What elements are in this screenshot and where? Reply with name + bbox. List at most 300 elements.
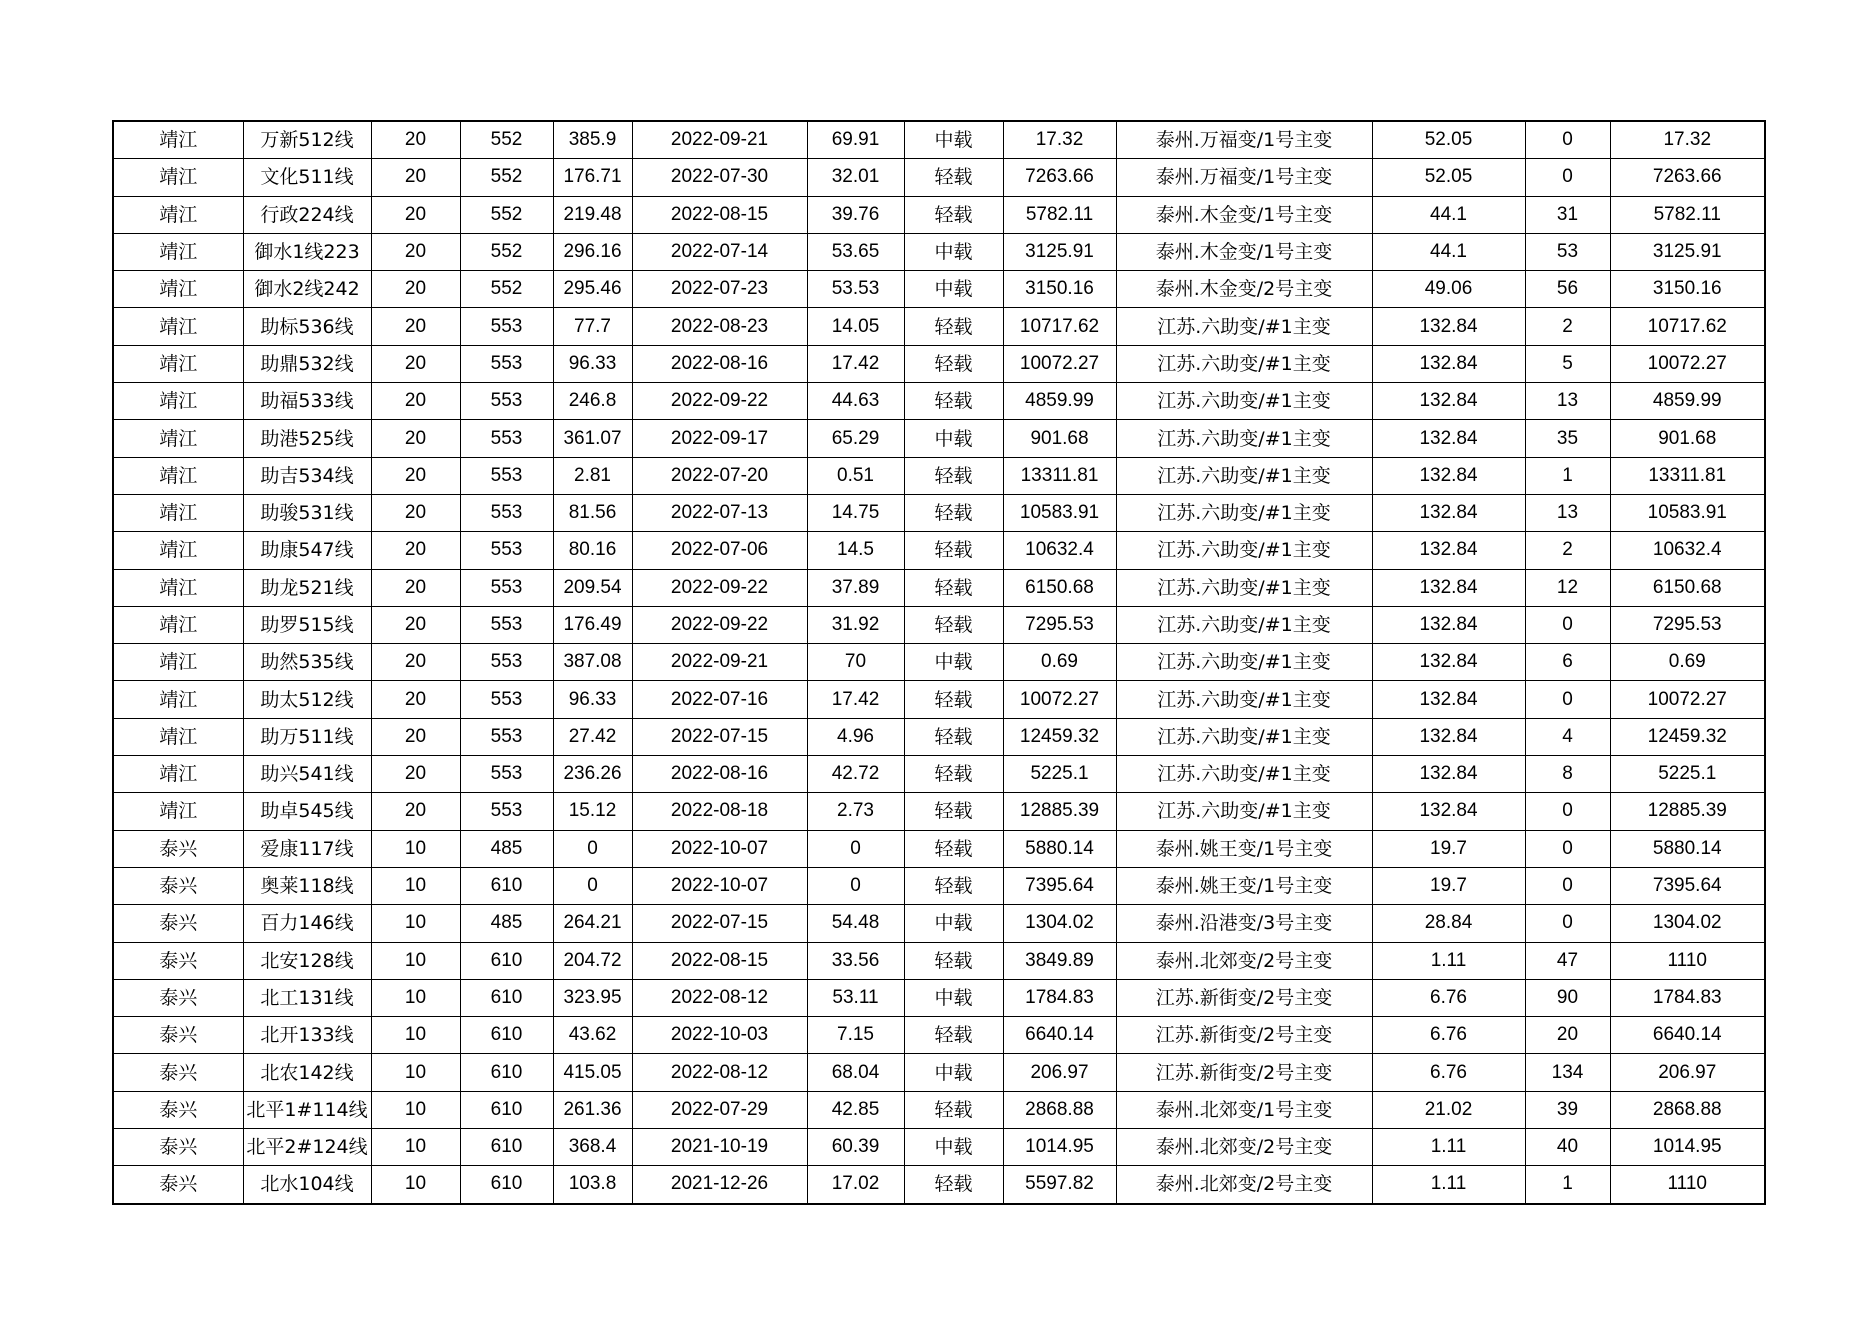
available-capacity-cell: 206.97 xyxy=(1003,1054,1116,1091)
transformer-margin-cell: 132.84 xyxy=(1372,569,1525,606)
available-capacity-cell: 10717.62 xyxy=(1003,308,1116,345)
voltage-cell: 20 xyxy=(371,569,460,606)
count-cell: 1 xyxy=(1525,1166,1610,1204)
count-cell: 40 xyxy=(1525,1129,1610,1166)
region-cell: 泰兴 xyxy=(113,1129,243,1166)
region-cell: 靖江 xyxy=(113,159,243,196)
transformer-cell: 江苏.六助变/#1主变 xyxy=(1116,494,1372,531)
transformer-margin-cell: 1.11 xyxy=(1372,942,1525,979)
date-cell: 2022-07-20 xyxy=(632,457,807,494)
table-row xyxy=(113,1017,1765,1054)
line-name-cell: 助标536线 xyxy=(243,308,371,345)
load-rate-cell: 31.92 xyxy=(807,606,904,643)
capacity-cell: 553 xyxy=(460,681,553,718)
load-status-cell: 轻载 xyxy=(904,1017,1003,1054)
transformer-margin-cell: 6.76 xyxy=(1372,1017,1525,1054)
capacity-cell: 610 xyxy=(460,979,553,1016)
line-name-cell: 助太512线 xyxy=(243,681,371,718)
load-status-cell: 轻载 xyxy=(904,1091,1003,1128)
final-capacity-cell: 12885.39 xyxy=(1610,793,1765,830)
count-cell: 56 xyxy=(1525,271,1610,308)
max-load-cell: 27.42 xyxy=(553,718,632,755)
capacity-cell: 553 xyxy=(460,644,553,681)
region-cell: 靖江 xyxy=(113,457,243,494)
line-name-cell: 助鼎532线 xyxy=(243,345,371,382)
line-name-cell: 助万511线 xyxy=(243,718,371,755)
final-capacity-cell: 901.68 xyxy=(1610,420,1765,457)
available-capacity-cell: 6640.14 xyxy=(1003,1017,1116,1054)
available-capacity-cell: 4859.99 xyxy=(1003,383,1116,420)
voltage-cell: 10 xyxy=(371,830,460,867)
load-status-cell: 中载 xyxy=(904,233,1003,270)
date-cell: 2022-08-12 xyxy=(632,1054,807,1091)
count-cell: 90 xyxy=(1525,979,1610,1016)
load-rate-cell: 0 xyxy=(807,867,904,904)
table-row xyxy=(113,121,1765,159)
available-capacity-cell: 5782.11 xyxy=(1003,196,1116,233)
table-row xyxy=(113,606,1765,643)
line-name-cell: 万新512线 xyxy=(243,121,371,159)
load-rate-cell: 53.11 xyxy=(807,979,904,1016)
load-rate-cell: 4.96 xyxy=(807,718,904,755)
region-cell: 靖江 xyxy=(113,681,243,718)
region-cell: 靖江 xyxy=(113,756,243,793)
load-status-cell: 轻载 xyxy=(904,532,1003,569)
final-capacity-cell: 13311.81 xyxy=(1610,457,1765,494)
max-load-cell: 387.08 xyxy=(553,644,632,681)
max-load-cell: 236.26 xyxy=(553,756,632,793)
line-name-cell: 助吉534线 xyxy=(243,457,371,494)
date-cell: 2021-10-19 xyxy=(632,1129,807,1166)
table-row xyxy=(113,1054,1765,1091)
transformer-margin-cell: 52.05 xyxy=(1372,121,1525,159)
available-capacity-cell: 3125.91 xyxy=(1003,233,1116,270)
final-capacity-cell: 10632.4 xyxy=(1610,532,1765,569)
final-capacity-cell: 1014.95 xyxy=(1610,1129,1765,1166)
max-load-cell: 103.8 xyxy=(553,1166,632,1204)
capacity-cell: 610 xyxy=(460,942,553,979)
voltage-cell: 10 xyxy=(371,942,460,979)
count-cell: 13 xyxy=(1525,494,1610,531)
capacity-cell: 552 xyxy=(460,196,553,233)
region-cell: 靖江 xyxy=(113,718,243,755)
voltage-cell: 10 xyxy=(371,1091,460,1128)
load-rate-cell: 14.75 xyxy=(807,494,904,531)
transformer-cell: 江苏.六助变/#1主变 xyxy=(1116,681,1372,718)
max-load-cell: 204.72 xyxy=(553,942,632,979)
transformer-cell: 泰州.万福变/1号主变 xyxy=(1116,159,1372,196)
voltage-cell: 20 xyxy=(371,308,460,345)
load-status-cell: 轻载 xyxy=(904,457,1003,494)
capacity-cell: 553 xyxy=(460,606,553,643)
max-load-cell: 176.49 xyxy=(553,606,632,643)
count-cell: 0 xyxy=(1525,681,1610,718)
transformer-margin-cell: 52.05 xyxy=(1372,159,1525,196)
count-cell: 2 xyxy=(1525,308,1610,345)
available-capacity-cell: 13311.81 xyxy=(1003,457,1116,494)
voltage-cell: 20 xyxy=(371,345,460,382)
date-cell: 2022-08-23 xyxy=(632,308,807,345)
transformer-margin-cell: 132.84 xyxy=(1372,756,1525,793)
load-rate-cell: 68.04 xyxy=(807,1054,904,1091)
capacity-cell: 552 xyxy=(460,121,553,159)
load-status-cell: 轻载 xyxy=(904,606,1003,643)
transformer-margin-cell: 132.84 xyxy=(1372,383,1525,420)
transformer-cell: 江苏.新街变/2号主变 xyxy=(1116,979,1372,1016)
load-rate-cell: 7.15 xyxy=(807,1017,904,1054)
transformer-margin-cell: 132.84 xyxy=(1372,345,1525,382)
load-status-cell: 轻载 xyxy=(904,308,1003,345)
region-cell: 靖江 xyxy=(113,644,243,681)
capacity-cell: 553 xyxy=(460,569,553,606)
table-row xyxy=(113,867,1765,904)
line-name-cell: 助罗515线 xyxy=(243,606,371,643)
count-cell: 47 xyxy=(1525,942,1610,979)
max-load-cell: 246.8 xyxy=(553,383,632,420)
final-capacity-cell: 10717.62 xyxy=(1610,308,1765,345)
region-cell: 泰兴 xyxy=(113,867,243,904)
date-cell: 2022-10-07 xyxy=(632,830,807,867)
max-load-cell: 219.48 xyxy=(553,196,632,233)
table-row xyxy=(113,756,1765,793)
load-status-cell: 中载 xyxy=(904,1129,1003,1166)
region-cell: 泰兴 xyxy=(113,905,243,942)
region-cell: 泰兴 xyxy=(113,1054,243,1091)
load-rate-cell: 70 xyxy=(807,644,904,681)
count-cell: 31 xyxy=(1525,196,1610,233)
table-row xyxy=(113,457,1765,494)
load-rate-cell: 69.91 xyxy=(807,121,904,159)
region-cell: 靖江 xyxy=(113,121,243,159)
voltage-cell: 20 xyxy=(371,420,460,457)
available-capacity-cell: 10583.91 xyxy=(1003,494,1116,531)
capacity-cell: 553 xyxy=(460,718,553,755)
max-load-cell: 43.62 xyxy=(553,1017,632,1054)
available-capacity-cell: 901.68 xyxy=(1003,420,1116,457)
voltage-cell: 20 xyxy=(371,383,460,420)
count-cell: 0 xyxy=(1525,121,1610,159)
count-cell: 5 xyxy=(1525,345,1610,382)
capacity-cell: 610 xyxy=(460,1129,553,1166)
available-capacity-cell: 5597.82 xyxy=(1003,1166,1116,1204)
load-rate-cell: 17.42 xyxy=(807,681,904,718)
available-capacity-cell: 6150.68 xyxy=(1003,569,1116,606)
max-load-cell: 0 xyxy=(553,830,632,867)
line-name-cell: 助福533线 xyxy=(243,383,371,420)
capacity-cell: 610 xyxy=(460,1166,553,1204)
date-cell: 2022-07-13 xyxy=(632,494,807,531)
transformer-margin-cell: 132.84 xyxy=(1372,308,1525,345)
date-cell: 2022-07-23 xyxy=(632,271,807,308)
capacity-cell: 610 xyxy=(460,867,553,904)
capacity-cell: 553 xyxy=(460,383,553,420)
max-load-cell: 2.81 xyxy=(553,457,632,494)
capacity-cell: 610 xyxy=(460,1054,553,1091)
table-row xyxy=(113,308,1765,345)
date-cell: 2022-09-22 xyxy=(632,606,807,643)
transformer-cell: 江苏.新街变/2号主变 xyxy=(1116,1054,1372,1091)
line-name-cell: 助然535线 xyxy=(243,644,371,681)
max-load-cell: 0 xyxy=(553,867,632,904)
load-status-cell: 中载 xyxy=(904,121,1003,159)
voltage-cell: 20 xyxy=(371,606,460,643)
load-status-cell: 中载 xyxy=(904,420,1003,457)
region-cell: 泰兴 xyxy=(113,1017,243,1054)
data-table-container xyxy=(112,120,1764,1205)
transformer-margin-cell: 132.84 xyxy=(1372,644,1525,681)
capacity-cell: 553 xyxy=(460,793,553,830)
load-status-cell: 轻载 xyxy=(904,345,1003,382)
date-cell: 2022-08-12 xyxy=(632,979,807,1016)
line-name-cell: 助港525线 xyxy=(243,420,371,457)
capacity-cell: 552 xyxy=(460,233,553,270)
load-rate-cell: 44.63 xyxy=(807,383,904,420)
count-cell: 6 xyxy=(1525,644,1610,681)
transformer-cell: 江苏.六助变/#1主变 xyxy=(1116,756,1372,793)
table-row xyxy=(113,159,1765,196)
final-capacity-cell: 2868.88 xyxy=(1610,1091,1765,1128)
transformer-margin-cell: 28.84 xyxy=(1372,905,1525,942)
region-cell: 泰兴 xyxy=(113,1166,243,1204)
final-capacity-cell: 0.69 xyxy=(1610,644,1765,681)
load-status-cell: 轻载 xyxy=(904,867,1003,904)
voltage-cell: 10 xyxy=(371,1054,460,1091)
table-row xyxy=(113,383,1765,420)
load-rate-cell: 54.48 xyxy=(807,905,904,942)
region-cell: 靖江 xyxy=(113,196,243,233)
count-cell: 8 xyxy=(1525,756,1610,793)
table-row xyxy=(113,420,1765,457)
available-capacity-cell: 12459.32 xyxy=(1003,718,1116,755)
load-status-cell: 中载 xyxy=(904,979,1003,1016)
max-load-cell: 80.16 xyxy=(553,532,632,569)
line-name-cell: 北工131线 xyxy=(243,979,371,1016)
line-name-cell: 北水104线 xyxy=(243,1166,371,1204)
max-load-cell: 368.4 xyxy=(553,1129,632,1166)
final-capacity-cell: 10072.27 xyxy=(1610,681,1765,718)
transformer-margin-cell: 1.11 xyxy=(1372,1166,1525,1204)
capacity-cell: 610 xyxy=(460,1091,553,1128)
table-row xyxy=(113,345,1765,382)
count-cell: 39 xyxy=(1525,1091,1610,1128)
transformer-cell: 泰州.北郊变/2号主变 xyxy=(1116,1166,1372,1204)
count-cell: 0 xyxy=(1525,159,1610,196)
region-cell: 泰兴 xyxy=(113,1091,243,1128)
load-status-cell: 中载 xyxy=(904,905,1003,942)
capacity-cell: 553 xyxy=(460,756,553,793)
final-capacity-cell: 3125.91 xyxy=(1610,233,1765,270)
available-capacity-cell: 1784.83 xyxy=(1003,979,1116,1016)
region-cell: 靖江 xyxy=(113,308,243,345)
table-row xyxy=(113,1129,1765,1166)
count-cell: 0 xyxy=(1525,830,1610,867)
table-row xyxy=(113,905,1765,942)
max-load-cell: 264.21 xyxy=(553,905,632,942)
voltage-cell: 20 xyxy=(371,457,460,494)
transformer-cell: 泰州.木金变/1号主变 xyxy=(1116,196,1372,233)
date-cell: 2022-08-15 xyxy=(632,942,807,979)
transformer-margin-cell: 132.84 xyxy=(1372,681,1525,718)
final-capacity-cell: 17.32 xyxy=(1610,121,1765,159)
transformer-cell: 江苏.六助变/#1主变 xyxy=(1116,718,1372,755)
table-body xyxy=(113,121,1765,1204)
max-load-cell: 209.54 xyxy=(553,569,632,606)
available-capacity-cell: 10072.27 xyxy=(1003,345,1116,382)
final-capacity-cell: 12459.32 xyxy=(1610,718,1765,755)
max-load-cell: 15.12 xyxy=(553,793,632,830)
region-cell: 靖江 xyxy=(113,420,243,457)
transformer-margin-cell: 19.7 xyxy=(1372,867,1525,904)
count-cell: 35 xyxy=(1525,420,1610,457)
final-capacity-cell: 1304.02 xyxy=(1610,905,1765,942)
transformer-margin-cell: 21.02 xyxy=(1372,1091,1525,1128)
load-rate-cell: 14.05 xyxy=(807,308,904,345)
max-load-cell: 296.16 xyxy=(553,233,632,270)
line-name-cell: 文化511线 xyxy=(243,159,371,196)
load-status-cell: 轻载 xyxy=(904,681,1003,718)
date-cell: 2022-10-03 xyxy=(632,1017,807,1054)
load-status-cell: 中载 xyxy=(904,1054,1003,1091)
load-rate-cell: 33.56 xyxy=(807,942,904,979)
transformer-cell: 江苏.六助变/#1主变 xyxy=(1116,345,1372,382)
date-cell: 2022-07-30 xyxy=(632,159,807,196)
voltage-cell: 20 xyxy=(371,121,460,159)
load-rate-cell: 60.39 xyxy=(807,1129,904,1166)
line-name-cell: 助康547线 xyxy=(243,532,371,569)
voltage-cell: 10 xyxy=(371,905,460,942)
voltage-cell: 10 xyxy=(371,1129,460,1166)
region-cell: 靖江 xyxy=(113,383,243,420)
transformer-cell: 泰州.北郊变/2号主变 xyxy=(1116,1129,1372,1166)
transformer-cell: 泰州.沿港变/3号主变 xyxy=(1116,905,1372,942)
count-cell: 20 xyxy=(1525,1017,1610,1054)
load-rate-cell: 14.5 xyxy=(807,532,904,569)
date-cell: 2022-09-22 xyxy=(632,383,807,420)
date-cell: 2022-09-17 xyxy=(632,420,807,457)
count-cell: 2 xyxy=(1525,532,1610,569)
line-name-cell: 助卓545线 xyxy=(243,793,371,830)
transformer-margin-cell: 6.76 xyxy=(1372,1054,1525,1091)
available-capacity-cell: 3849.89 xyxy=(1003,942,1116,979)
table-row xyxy=(113,494,1765,531)
capacity-cell: 553 xyxy=(460,420,553,457)
load-rate-cell: 39.76 xyxy=(807,196,904,233)
load-rate-cell: 53.65 xyxy=(807,233,904,270)
capacity-cell: 553 xyxy=(460,494,553,531)
line-name-cell: 北农142线 xyxy=(243,1054,371,1091)
table-row xyxy=(113,979,1765,1016)
load-status-cell: 轻载 xyxy=(904,793,1003,830)
date-cell: 2022-07-15 xyxy=(632,905,807,942)
line-name-cell: 百力146线 xyxy=(243,905,371,942)
capacity-cell: 553 xyxy=(460,308,553,345)
capacity-cell: 553 xyxy=(460,532,553,569)
final-capacity-cell: 10583.91 xyxy=(1610,494,1765,531)
table-row xyxy=(113,532,1765,569)
available-capacity-cell: 0.69 xyxy=(1003,644,1116,681)
final-capacity-cell: 5782.11 xyxy=(1610,196,1765,233)
available-capacity-cell: 12885.39 xyxy=(1003,793,1116,830)
transformer-cell: 江苏.六助变/#1主变 xyxy=(1116,308,1372,345)
capacity-cell: 610 xyxy=(460,1017,553,1054)
region-cell: 靖江 xyxy=(113,233,243,270)
transformer-cell: 江苏.六助变/#1主变 xyxy=(1116,383,1372,420)
max-load-cell: 77.7 xyxy=(553,308,632,345)
table-row xyxy=(113,271,1765,308)
load-status-cell: 轻载 xyxy=(904,196,1003,233)
capacity-cell: 485 xyxy=(460,905,553,942)
transformer-margin-cell: 19.7 xyxy=(1372,830,1525,867)
table-row xyxy=(113,1091,1765,1128)
final-capacity-cell: 206.97 xyxy=(1610,1054,1765,1091)
line-name-cell: 助龙521线 xyxy=(243,569,371,606)
region-cell: 泰兴 xyxy=(113,942,243,979)
transformer-margin-cell: 49.06 xyxy=(1372,271,1525,308)
available-capacity-cell: 5225.1 xyxy=(1003,756,1116,793)
load-status-cell: 轻载 xyxy=(904,1166,1003,1204)
date-cell: 2022-07-14 xyxy=(632,233,807,270)
voltage-cell: 20 xyxy=(371,233,460,270)
load-rate-cell: 37.89 xyxy=(807,569,904,606)
load-rate-cell: 17.02 xyxy=(807,1166,904,1204)
transformer-margin-cell: 44.1 xyxy=(1372,233,1525,270)
region-cell: 泰兴 xyxy=(113,979,243,1016)
table-row xyxy=(113,644,1765,681)
load-rate-cell: 0 xyxy=(807,830,904,867)
date-cell: 2022-07-29 xyxy=(632,1091,807,1128)
available-capacity-cell: 2868.88 xyxy=(1003,1091,1116,1128)
voltage-cell: 20 xyxy=(371,793,460,830)
transformer-margin-cell: 132.84 xyxy=(1372,494,1525,531)
date-cell: 2021-12-26 xyxy=(632,1166,807,1204)
region-cell: 靖江 xyxy=(113,494,243,531)
line-name-cell: 行政224线 xyxy=(243,196,371,233)
count-cell: 4 xyxy=(1525,718,1610,755)
available-capacity-cell: 7395.64 xyxy=(1003,867,1116,904)
final-capacity-cell: 7295.53 xyxy=(1610,606,1765,643)
count-cell: 0 xyxy=(1525,606,1610,643)
final-capacity-cell: 6640.14 xyxy=(1610,1017,1765,1054)
line-name-cell: 助兴541线 xyxy=(243,756,371,793)
transformer-margin-cell: 132.84 xyxy=(1372,793,1525,830)
max-load-cell: 295.46 xyxy=(553,271,632,308)
load-status-cell: 轻载 xyxy=(904,159,1003,196)
date-cell: 2022-09-21 xyxy=(632,121,807,159)
transformer-margin-cell: 44.1 xyxy=(1372,196,1525,233)
max-load-cell: 323.95 xyxy=(553,979,632,1016)
date-cell: 2022-09-22 xyxy=(632,569,807,606)
voltage-cell: 20 xyxy=(371,159,460,196)
capacity-cell: 485 xyxy=(460,830,553,867)
available-capacity-cell: 7295.53 xyxy=(1003,606,1116,643)
region-cell: 靖江 xyxy=(113,569,243,606)
final-capacity-cell: 1784.83 xyxy=(1610,979,1765,1016)
available-capacity-cell: 17.32 xyxy=(1003,121,1116,159)
voltage-cell: 20 xyxy=(371,644,460,681)
final-capacity-cell: 5225.1 xyxy=(1610,756,1765,793)
transformer-margin-cell: 1.11 xyxy=(1372,1129,1525,1166)
date-cell: 2022-08-15 xyxy=(632,196,807,233)
table-row xyxy=(113,830,1765,867)
final-capacity-cell: 1110 xyxy=(1610,1166,1765,1204)
transformer-cell: 江苏.六助变/#1主变 xyxy=(1116,793,1372,830)
line-name-cell: 爱康117线 xyxy=(243,830,371,867)
final-capacity-cell: 4859.99 xyxy=(1610,383,1765,420)
table-row xyxy=(113,942,1765,979)
voltage-cell: 20 xyxy=(371,196,460,233)
transformer-margin-cell: 132.84 xyxy=(1372,718,1525,755)
load-rate-cell: 32.01 xyxy=(807,159,904,196)
